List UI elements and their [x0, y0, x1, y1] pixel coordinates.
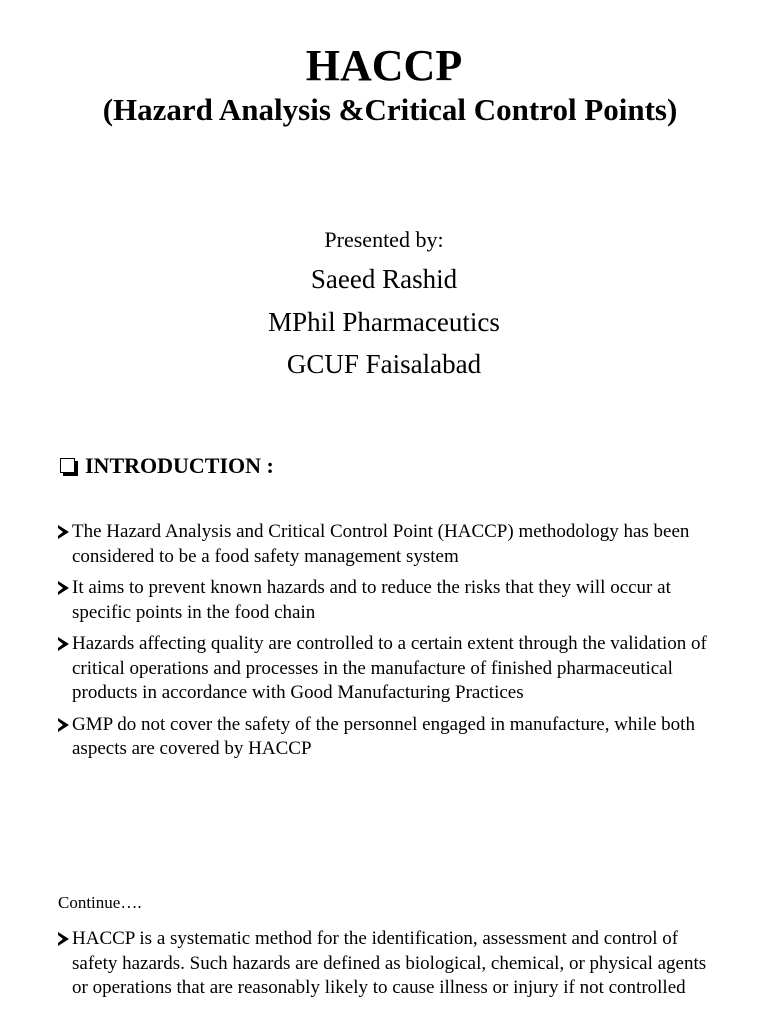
- list-item: [58, 632, 718, 706]
- list-item: [58, 713, 718, 762]
- bullet-text: GMP do not cover the safety of the personnel engaged in manufacture, while both aspects are covered by HACCP: [72, 713, 695, 759]
- presenter-name: Saeed Rashid: [310, 264, 458, 294]
- introduction-heading-text: INTRODUCTION :: [85, 453, 274, 478]
- presented-by-label: Presented by:: [324, 227, 444, 252]
- page-subtitle: (Hazard Analysis &Critical Control Points): [102, 92, 678, 127]
- continuation-bullet-list: [58, 927, 718, 1008]
- checkbox-icon: [60, 458, 75, 473]
- bullet-text: The Hazard Analysis and Critical Control Point (HACCP) methodology has been considered to be a food safety management system: [72, 521, 690, 567]
- arrow-icon: [58, 525, 69, 539]
- list-item: [58, 927, 718, 1001]
- bullet-text: HACCP is a systematic method for the identification, assessment and control of safety hazards. Such hazards are defined as biological, chemical, or physical agents or operations that are reasonably likely to cause illness or injury if not controlled: [72, 928, 707, 998]
- arrow-icon: [58, 581, 69, 595]
- arrow-icon: [58, 932, 69, 946]
- introduction-heading: [60, 452, 274, 480]
- page-title: HACCP: [305, 41, 463, 90]
- continue-label: Continue….: [58, 893, 142, 912]
- presenter-degree: MPhil Pharmaceutics: [268, 307, 500, 337]
- bullet-text: Hazards affecting quality are controlled to a certain extent through the validation of critical operations and processes in the manufacture of finished pharmaceutical products in accordance with Good Manufacturing Practices: [72, 633, 707, 703]
- list-item: [58, 520, 718, 569]
- presenter-institution: GCUF Faisalabad: [286, 349, 482, 379]
- bullet-text: It aims to prevent known hazards and to reduce the risks that they will occur at specific points in the food chain: [72, 577, 671, 623]
- list-item: [58, 576, 718, 625]
- arrow-icon: [58, 637, 69, 651]
- introduction-bullet-list: [58, 520, 718, 769]
- arrow-icon: [58, 718, 69, 732]
